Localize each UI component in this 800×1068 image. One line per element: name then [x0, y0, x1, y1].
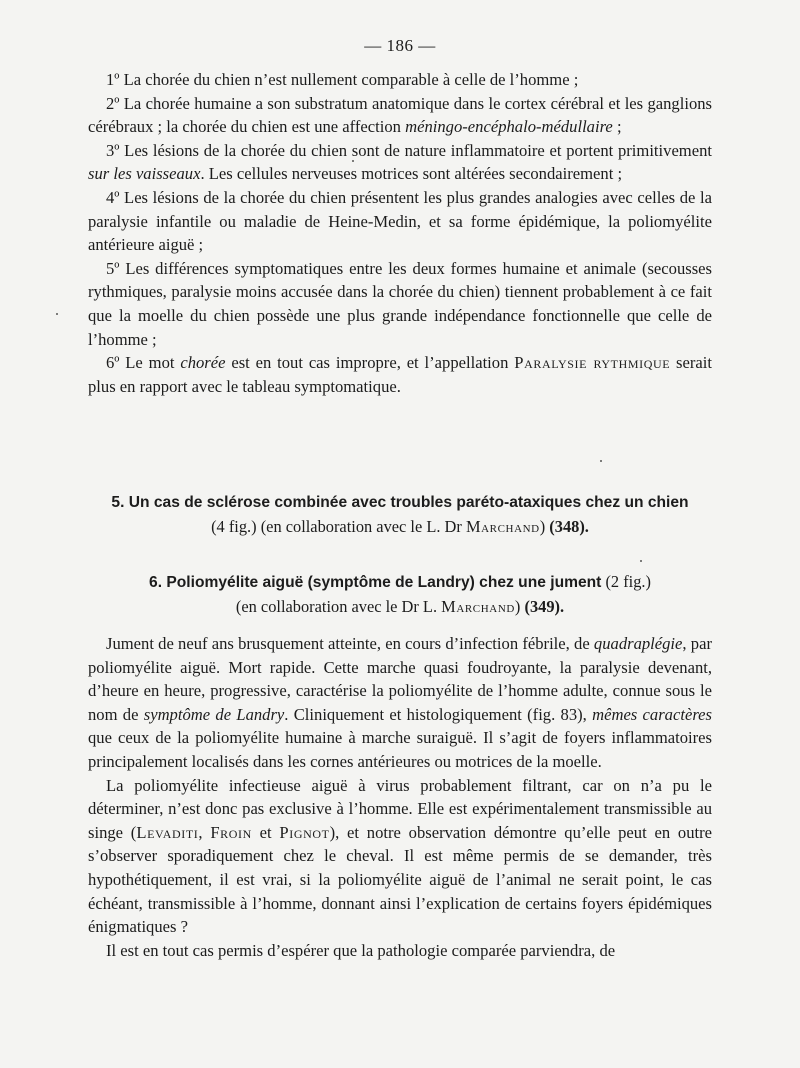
section-title: Un cas de sclérose combinée avec troubles paréto-ataxiques chez un chien [124, 494, 689, 511]
scan-speck [56, 313, 58, 315]
conclusions-list [88, 68, 712, 398]
list-item-6: 6º Le mot chorée est en tout cas impropre, et l’appellation Paralysie rythmique serait plus en rapport avec le tableau symptomatique. [88, 353, 712, 396]
author-name: Levaditi [136, 822, 199, 842]
scan-speck [352, 160, 354, 162]
scan-speck [640, 560, 642, 562]
scan-speck [600, 460, 602, 462]
list-item-2: 2º La chorée humaine a son substratum anatomique dans le cortex cérébral et les ganglions cérébraux ; la chorée du chien est une affection méningo-encéphalo-médullaire ; [88, 93, 712, 137]
author-name: Froin [210, 822, 252, 842]
body-text [88, 632, 712, 962]
emphasis: méningo-encéphalo-médullaire [405, 117, 613, 137]
section-heading-5: 5. Un cas de sclérose combinée avec troubles paréto-ataxiques chez un chien (4 fig.) (en collaboration avec le L. Dr Marchand) (348). [111, 494, 689, 536]
author-name: Marchand [465, 517, 540, 536]
page-number: — 186 — [364, 36, 436, 55]
reference-number: (348). [549, 517, 589, 536]
list-item-3: 3º Les lésions de la chorée du chien sont de nature inflammatoire et portent primitivement sur les vaisseaux. Les cellules nerveuses motrices sont altérées secondairement ; [88, 140, 712, 184]
list-item-1: 1º La chorée du chien n’est nullement comparable à celle de l’homme ; [106, 70, 579, 89]
emphasis: mêmes caractères [592, 704, 712, 724]
emphasis: symptôme de Landry [143, 704, 285, 724]
emphasis: chorée [180, 353, 226, 373]
section-title: Poliomyélite aiguë (symptôme de Landry) chez une jument [162, 574, 602, 591]
section-number: 5. [111, 494, 125, 511]
emphasis: quadraplégie [593, 634, 683, 653]
author-name: Pignot [279, 822, 330, 842]
small-caps-term: Paralysie rythmique [514, 353, 671, 373]
paragraph: Il est en tout cas permis d’espérer que la pathologie comparée parviendra, de [106, 940, 616, 960]
emphasis: sur les vaisseaux [88, 164, 201, 184]
reference-number: (349). [524, 597, 565, 616]
section-number: 6. [149, 574, 163, 591]
author-name: Marchand [441, 597, 515, 616]
paragraph: Jument de neuf ans brusquement atteinte, en cours d’infection fébrile, de quadraplégie, par poliomyélite aiguë. Mort rapide. Cette marche quasi foudroyante, la paralysie devenant, d’heure en heure, progressive, caractérise la poliomyélite de l’homme adulte, connue sous le nom de symptôme de Landry. Cliniquement et histologiquement (fig. 83), mêmes caractères que ceux de la poliomyélite humaine à marche suraiguë. Il s’agit de foyers inflammatoires principalement localisés dans les cornes antérieures ou motrices de la moelle. [88, 634, 712, 771]
paragraph: La poliomyélite infectieuse aiguë à virus probablement filtrant, car on n’a pu le déterminer, n’est donc pas exclusive à l’homme. Elle est expérimentalement transmissible au singe (Levaditi, Froin et Pignot), et notre observation démontre qu’elle peut en outre s’observer sporadiquement chez le cheval. Il est même permis de se demander, très hypothétiquement, il est vrai, si la poliomyélite aiguë de l’animal ne serait point, le cas échéant, transmissible à l’homme, donnant ainsi l’explication de certains foyers épidémiques énigmatiques ? [88, 775, 713, 937]
list-item-4: 4º Les lésions de la chorée du chien présentent les plus grandes analogies avec celles de la paralysie infantile ou maladie de Heine-Medin, et sa forme épidémique, la poliomyélite antérieure aiguë ; [88, 187, 712, 255]
list-item-5: 5º Les différences symptomatiques entre les deux formes humaine et animale (secousses rythmiques, paralysie moins accusée dans la chorée du chien) tiennent probablement à ce fait que la moelle du chien possède une plus grande indépendance fonctionnelle que celle de l’homme ; [88, 258, 712, 349]
section-heading-6: 6. Poliomyélite aiguë (symptôme de Landry) chez une jument (2 fig.) (en collaboration avec le Dr L. Marchand) (349). [149, 572, 651, 616]
